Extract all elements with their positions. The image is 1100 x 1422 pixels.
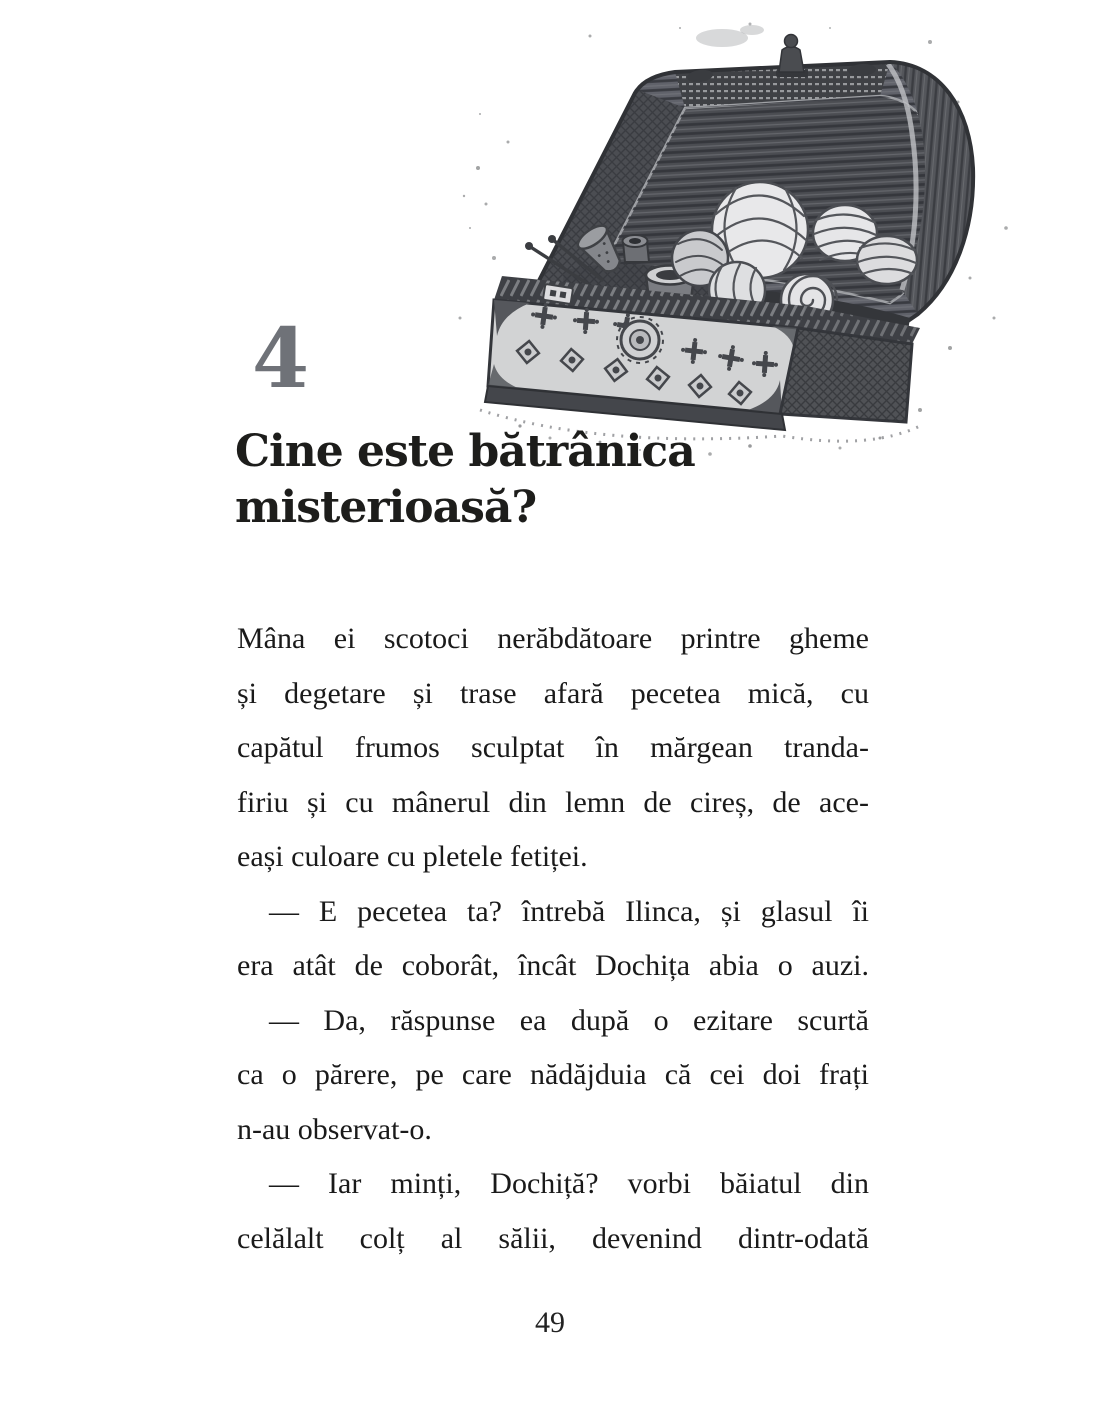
text-line: — E pecetea ta? întrebă Ilinca, și glasul îi bbox=[269, 894, 869, 928]
text-line: Mâna ei scotoci nerăbdătoare printre gheme bbox=[237, 622, 869, 655]
button-card bbox=[543, 284, 573, 304]
paragraph bbox=[237, 994, 869, 1158]
chest-illustration bbox=[450, 18, 1020, 463]
body-text bbox=[237, 612, 869, 1266]
paragraph bbox=[237, 612, 869, 885]
text-line: — Da, răspunse ea după o ezitare scurtă bbox=[269, 1003, 869, 1037]
text-line: era atât de coborât, încât Dochița abia o auzi. bbox=[237, 949, 869, 982]
chapter-title bbox=[235, 424, 695, 536]
text-line: — Iar minți, Dochiță? vorbi băiatul din bbox=[269, 1167, 869, 1200]
text-line: ca o părere, pe care nădăjduia că cei doi frați bbox=[237, 1058, 869, 1091]
text-line: firiu și cu mânerul din lemn de cireș, de ace- bbox=[237, 785, 869, 819]
chapter-title-line-1: Cine este bătrânica bbox=[235, 426, 695, 477]
text-line: eași culoare cu pletele fetiței. bbox=[237, 840, 588, 873]
text-line: celălalt colț al sălii, devenind dintr-odată bbox=[237, 1221, 869, 1255]
page-number: 49 bbox=[535, 1306, 565, 1339]
chapter-title-line-2: misterioasă? bbox=[235, 482, 537, 533]
lid-knob-figure bbox=[776, 35, 808, 78]
text-line: n-au observat-o. bbox=[237, 1112, 432, 1146]
paragraph bbox=[237, 1157, 869, 1266]
text-line: și degetare și trase afară pecetea mică, cu bbox=[237, 676, 869, 710]
chapter-number: 4 bbox=[252, 311, 310, 407]
text-line: capătul frumos sculptat în mărgean tranda- bbox=[237, 731, 869, 764]
paragraph bbox=[237, 885, 869, 994]
